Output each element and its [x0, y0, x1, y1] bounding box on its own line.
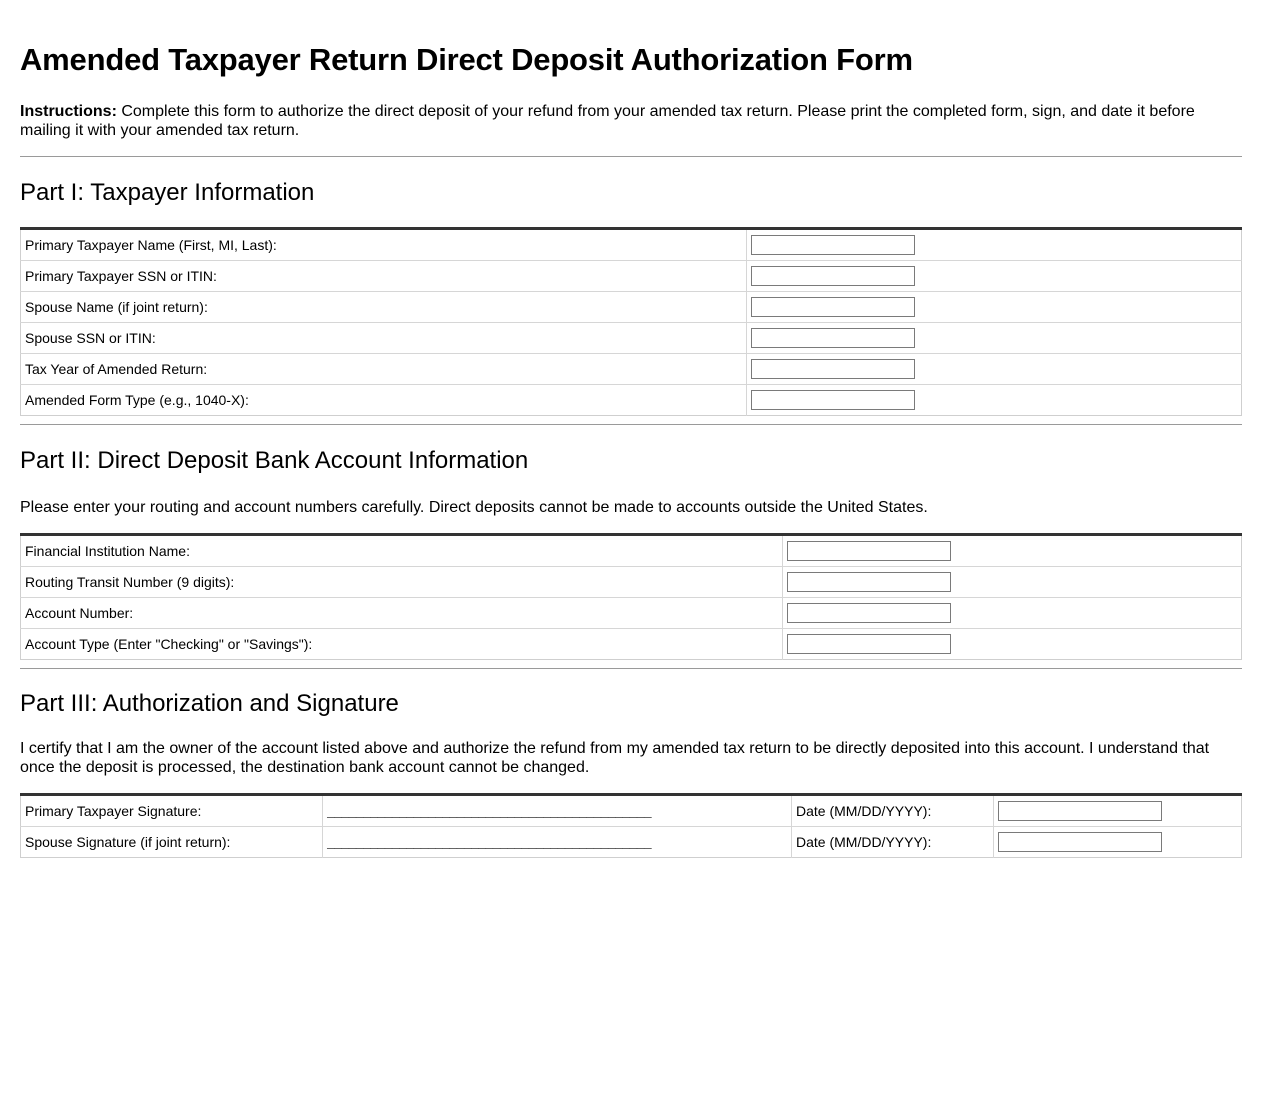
primary-name-input[interactable]	[751, 235, 915, 255]
part3-heading: Part III: Authorization and Signature	[20, 690, 399, 717]
field-label: Financial Institution Name:	[25, 543, 190, 559]
field-label: Account Number:	[21, 598, 783, 629]
field-label: Amended Form Type (e.g., 1040-X):	[21, 385, 747, 416]
table-row	[21, 629, 1242, 660]
account-type-input[interactable]	[787, 634, 951, 654]
table-row	[21, 229, 1242, 261]
divider	[20, 156, 1242, 157]
date-label: Date (MM/DD/YYYY):	[792, 827, 994, 858]
primary-ssn-input[interactable]	[751, 266, 915, 286]
account-number-input[interactable]	[787, 603, 951, 623]
spouse-date-input[interactable]	[998, 832, 1162, 852]
field-label: Primary Taxpayer Signature:	[25, 803, 202, 819]
bank-info-table	[20, 533, 1242, 660]
table-row	[21, 261, 1242, 292]
table-row	[21, 827, 1242, 858]
spouse-signature-line[interactable]: _____________________________________________	[327, 835, 652, 851]
part3-note: I certify that I am the owner of the account listed above and authorize the refund from my amended tax return to be directly deposited into this account. I understand that once the deposit is processed, the destination bank account cannot be changed.	[20, 740, 1210, 776]
field-label: Routing Transit Number (9 digits):	[21, 567, 783, 598]
primary-date-input[interactable]	[998, 801, 1162, 821]
spouse-name-input[interactable]	[751, 297, 915, 317]
part1-heading: Part I: Taxpayer Information	[20, 179, 315, 206]
field-label: Spouse Name (if joint return):	[21, 292, 747, 323]
table-row	[21, 795, 1242, 827]
form-title: Amended Taxpayer Return Direct Deposit Authorization Form	[20, 42, 913, 77]
table-row	[21, 535, 1242, 567]
primary-signature-line[interactable]: _____________________________________________	[327, 804, 652, 820]
instructions	[20, 102, 1242, 140]
signature-table	[20, 793, 1242, 858]
taxpayer-info-table	[20, 227, 1242, 416]
table-row	[21, 598, 1242, 629]
table-row	[21, 323, 1242, 354]
part2-heading: Part II: Direct Deposit Bank Account Information	[20, 447, 529, 474]
tax-year-input[interactable]	[751, 359, 915, 379]
field-label: Spouse Signature (if joint return):	[21, 827, 323, 858]
instructions-label: Instructions:	[20, 103, 117, 120]
divider	[20, 668, 1242, 669]
table-row	[21, 385, 1242, 416]
field-label: Primary Taxpayer Name (First, MI, Last):	[25, 237, 277, 253]
field-label: Primary Taxpayer SSN or ITIN:	[21, 261, 747, 292]
table-row	[21, 567, 1242, 598]
table-row	[21, 292, 1242, 323]
field-label: Account Type (Enter "Checking" or "Savings"):	[21, 629, 783, 660]
routing-number-input[interactable]	[787, 572, 951, 592]
instructions-text: Complete this form to authorize the direct deposit of your refund from your amended tax return. Please print the completed form, sign, and date it before mailing it with your amended tax return.	[20, 103, 1195, 139]
part2-note: Please enter your routing and account numbers carefully. Direct deposits cannot be made to accounts outside the United States.	[20, 499, 928, 516]
field-label: Spouse SSN or ITIN:	[21, 323, 747, 354]
field-label: Tax Year of Amended Return:	[21, 354, 747, 385]
bank-name-input[interactable]	[787, 541, 951, 561]
table-row	[21, 354, 1242, 385]
date-label: Date (MM/DD/YYYY):	[792, 795, 994, 827]
spouse-ssn-input[interactable]	[751, 328, 915, 348]
divider	[20, 424, 1242, 425]
form-type-input[interactable]	[751, 390, 915, 410]
